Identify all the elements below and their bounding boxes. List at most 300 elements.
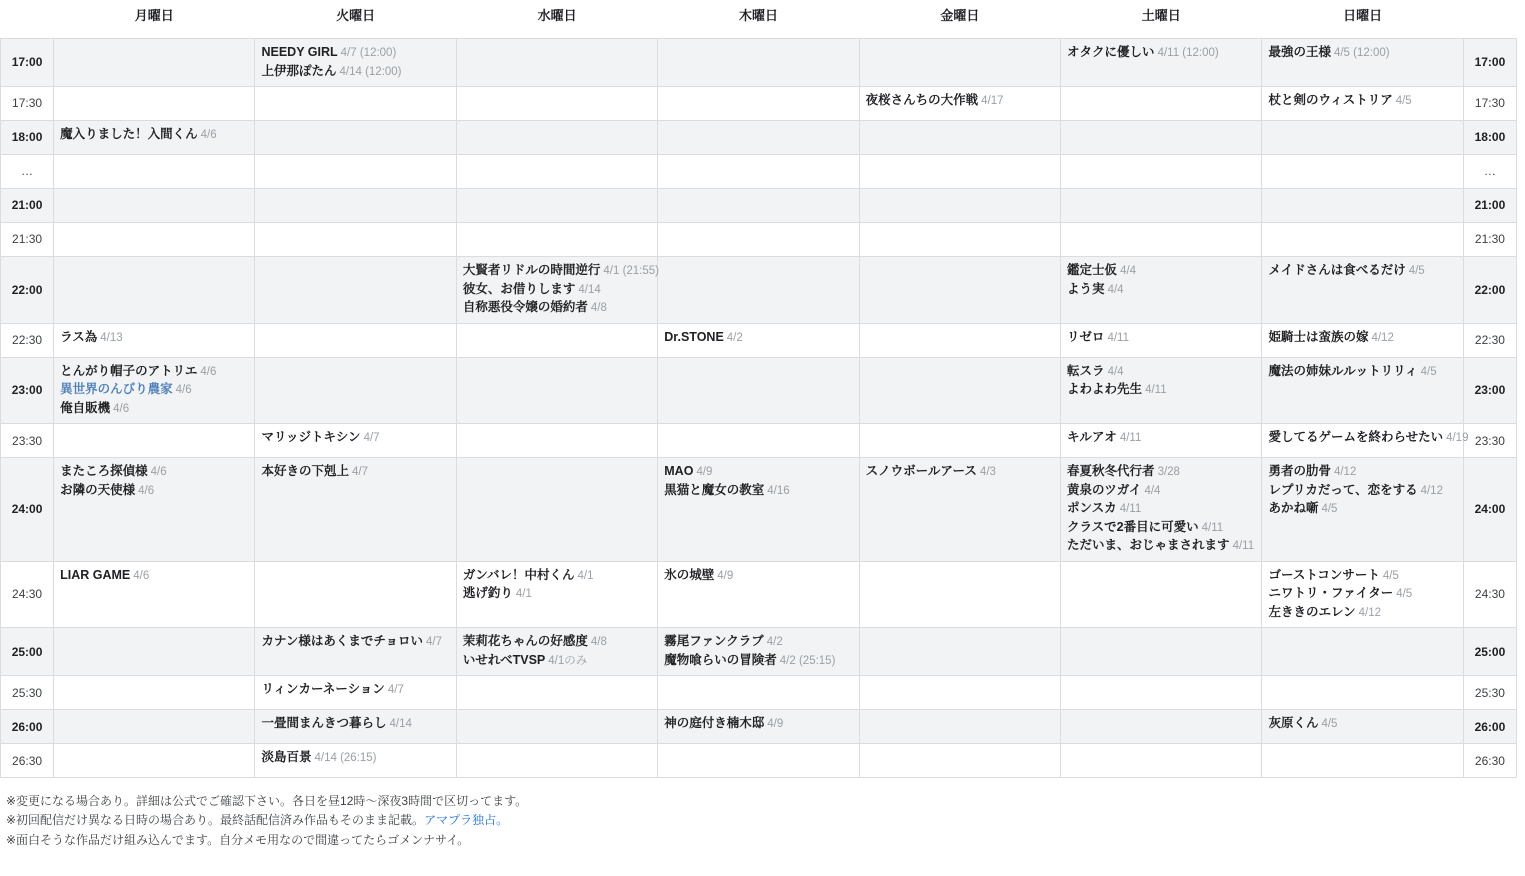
show-entry[interactable]	[1268, 482, 1456, 500]
show-title: クラスで2番目に可愛い	[1067, 519, 1199, 534]
schedule-cell	[859, 189, 1060, 223]
schedule-cell	[1262, 676, 1463, 710]
footnote-line-1: ※変更になる場合あり。詳細は公式でご確認下さい。各日を昼12時〜深夜3時間で区切ってます。	[6, 794, 528, 809]
schedule-cell	[1262, 39, 1463, 87]
schedule-cell	[255, 676, 456, 710]
header-day-wednesday: 水曜日	[456, 0, 657, 39]
time-label-left: 18:00	[1, 121, 54, 155]
schedule-cell	[255, 223, 456, 257]
show-title: 春夏秋冬代行者	[1067, 464, 1155, 479]
schedule-cell	[456, 424, 657, 458]
schedule-cell	[255, 155, 456, 189]
schedule-cell	[658, 710, 859, 744]
show-date: 4/6	[138, 484, 155, 497]
show-date: 4/14 (26:15)	[314, 752, 377, 765]
show-date: 4/9	[696, 466, 713, 479]
show-entry[interactable]	[1067, 44, 1255, 62]
schedule-row	[1, 357, 1517, 424]
show-entry[interactable]	[664, 652, 852, 670]
schedule-cell	[54, 189, 255, 223]
time-label-left: 21:30	[1, 223, 54, 257]
show-date: 4/1のみ	[548, 654, 588, 667]
show-entry[interactable]	[463, 585, 651, 603]
schedule-cell	[456, 39, 657, 87]
header-row	[1, 0, 1517, 39]
show-date: 4/2	[726, 331, 743, 344]
show-date: 4/5	[1382, 569, 1399, 582]
show-title: 一畳間まんきつ暮らし	[261, 716, 387, 731]
schedule-cell	[1262, 561, 1463, 628]
show-title: 本好きの下剋上	[261, 464, 349, 479]
schedule-row	[1, 676, 1517, 710]
footnotes	[6, 792, 1525, 850]
schedule-cell	[1061, 87, 1262, 121]
header-day-saturday: 土曜日	[1061, 0, 1262, 39]
show-entry[interactable]	[866, 463, 1054, 481]
show-entry[interactable]	[60, 482, 248, 500]
show-title: 逃げ釣り	[462, 586, 513, 601]
schedule-cell	[255, 561, 456, 628]
schedule-cell	[1061, 39, 1262, 87]
show-title: オタクに優しい	[1067, 45, 1155, 59]
show-title: 灰原くん	[1268, 716, 1319, 731]
show-entry[interactable]	[1067, 519, 1255, 537]
show-date: 4/6	[200, 365, 217, 378]
schedule-cell	[658, 121, 859, 155]
show-date: 4/7	[387, 684, 404, 697]
show-title: 姫騎士は蛮族の嫁	[1268, 329, 1369, 344]
time-label-right: 26:30	[1463, 744, 1516, 778]
schedule-cell	[859, 155, 1060, 189]
schedule-cell	[456, 223, 657, 257]
show-title: 黒猫と魔女の教室	[664, 482, 765, 497]
schedule-cell	[1061, 676, 1262, 710]
schedule-cell	[1061, 458, 1262, 562]
show-entry[interactable]	[1067, 500, 1255, 518]
show-date: 4/5	[1408, 265, 1425, 278]
show-title: スノウボールアース	[865, 464, 977, 479]
show-title: 転スラ	[1067, 363, 1105, 378]
show-title: とんがり帽子のアトリエ	[60, 363, 198, 378]
table-header	[1, 0, 1517, 39]
schedule-row	[1, 561, 1517, 628]
show-date: 4/12	[1420, 484, 1443, 497]
show-entry[interactable]	[1067, 262, 1255, 280]
schedule-cell	[255, 39, 456, 87]
schedule-cell	[255, 257, 456, 324]
show-entry[interactable]	[1067, 381, 1255, 399]
show-entry[interactable]	[463, 652, 651, 670]
show-title: 茉莉花ちゃんの好感度	[462, 634, 588, 649]
show-entry[interactable]	[1067, 537, 1255, 555]
schedule-cell	[1061, 561, 1262, 628]
show-title: 杖と剣のウィストリア	[1268, 93, 1393, 108]
schedule-cell	[658, 744, 859, 778]
time-label-right: 23:00	[1463, 357, 1516, 424]
show-title: ラス為	[60, 329, 98, 344]
show-entry[interactable]	[664, 482, 852, 500]
time-label-left: 23:00	[1, 357, 54, 424]
show-date: 4/11 (12:00)	[1157, 47, 1219, 59]
show-title: 最強の王様	[1268, 45, 1331, 59]
schedule-row	[1, 189, 1517, 223]
show-title: お隣の天使様	[60, 482, 136, 497]
show-entry[interactable]	[664, 633, 852, 651]
schedule-cell	[859, 39, 1060, 87]
schedule-cell	[255, 744, 456, 778]
show-date: 4/16	[767, 484, 790, 497]
time-label-left: 23:30	[1, 424, 54, 458]
schedule-cell	[54, 121, 255, 155]
schedule-cell	[859, 424, 1060, 458]
show-entry[interactable]	[60, 463, 248, 481]
schedule-cell	[1061, 357, 1262, 424]
show-title: あかね噺	[1268, 501, 1319, 516]
time-label-right: 17:00	[1463, 39, 1516, 87]
schedule-cell	[255, 87, 456, 121]
show-title: 魔入りました！入間くん	[60, 127, 198, 142]
show-title: キルアオ	[1067, 430, 1117, 445]
show-entry[interactable]	[1067, 482, 1255, 500]
schedule-cell	[54, 257, 255, 324]
show-entry[interactable]	[60, 363, 248, 381]
schedule-cell	[859, 676, 1060, 710]
show-title: ただいま、おじゃまされます	[1067, 538, 1230, 553]
show-title: よう実	[1067, 281, 1105, 296]
show-date: 4/6	[175, 384, 192, 397]
amazon-prime-exclusive-link[interactable]: アマプラ独占。	[424, 813, 509, 828]
header-day-monday: 月曜日	[54, 0, 255, 39]
show-date: 3/28	[1157, 466, 1180, 479]
show-title: 自称悪役令嬢の婚約者	[462, 300, 588, 315]
show-date: 4/11	[1232, 540, 1255, 553]
schedule-cell	[456, 628, 657, 676]
schedule-cell	[658, 458, 859, 562]
show-entry[interactable]	[1268, 500, 1456, 518]
show-entry[interactable]	[60, 381, 248, 399]
show-title: ポンスカ	[1067, 501, 1117, 516]
show-entry[interactable]	[463, 299, 651, 317]
show-title: 氷の城壁	[664, 567, 715, 582]
schedule-cell	[1262, 155, 1463, 189]
show-date: 4/14	[578, 283, 601, 296]
schedule-cell	[54, 561, 255, 628]
schedule-cell	[1262, 744, 1463, 778]
show-entry[interactable]	[1268, 567, 1456, 585]
schedule-cell	[456, 257, 660, 324]
show-entry[interactable]	[866, 92, 1054, 110]
schedule-cell	[859, 121, 1060, 155]
schedule-row	[1, 39, 1517, 87]
schedule-cell	[1262, 424, 1469, 458]
show-date: 4/5	[1396, 588, 1413, 601]
show-entry[interactable]	[261, 63, 449, 81]
schedule-cell	[255, 458, 456, 562]
schedule-cell	[456, 87, 657, 121]
schedule-row	[1, 121, 1517, 155]
schedule-cell	[1262, 710, 1463, 744]
show-entry[interactable]	[1067, 463, 1255, 481]
schedule-cell	[658, 424, 859, 458]
schedule-cell	[658, 323, 859, 357]
schedule-cell	[1061, 257, 1262, 324]
schedule-row	[1, 744, 1517, 778]
time-label-left: 26:30	[1, 744, 54, 778]
show-title: 神の庭付き楠木邸	[664, 716, 765, 731]
schedule-cell	[255, 323, 456, 357]
show-entry[interactable]	[462, 262, 660, 280]
schedule-cell	[859, 710, 1060, 744]
show-date: 4/11	[1145, 384, 1167, 397]
show-entry[interactable]	[1268, 715, 1456, 733]
schedule-cell	[859, 223, 1060, 257]
time-label-left: 24:00	[1, 458, 54, 562]
schedule-cell	[658, 628, 859, 676]
schedule-cell	[1061, 628, 1262, 676]
show-date: 4/1	[577, 569, 594, 582]
show-entry[interactable]	[664, 329, 852, 347]
show-date: 4/5	[1395, 95, 1412, 108]
schedule-row	[1, 710, 1517, 744]
show-title: 魔法の姉妹ルルットリリィ	[1268, 363, 1418, 378]
schedule-cell	[54, 323, 255, 357]
schedule-cell	[54, 458, 255, 562]
show-date: 4/12	[1333, 466, 1357, 479]
show-entry[interactable]	[261, 429, 449, 447]
show-title: カナン様はあくまでチョロい	[261, 634, 423, 649]
schedule-cell	[456, 744, 657, 778]
show-date: 4/4	[1120, 265, 1137, 278]
show-entry[interactable]	[664, 463, 852, 481]
schedule-cell	[658, 676, 859, 710]
show-entry[interactable]	[60, 400, 248, 418]
show-title: リィンカーネーション	[261, 682, 385, 697]
schedule-cell	[456, 357, 657, 424]
schedule-cell	[1061, 155, 1262, 189]
show-entry[interactable]	[1268, 363, 1456, 381]
table-body	[1, 39, 1517, 778]
show-date: 4/12	[1358, 606, 1382, 619]
show-date: 4/7 (12:00)	[340, 47, 397, 59]
show-date: 4/4	[1107, 365, 1124, 378]
schedule-row	[1, 458, 1517, 562]
schedule-cell	[658, 155, 859, 189]
time-label-right: 24:00	[1463, 458, 1516, 562]
show-title: 勇者の肋骨	[1268, 464, 1331, 479]
schedule-cell	[54, 87, 255, 121]
schedule-cell	[456, 561, 657, 628]
show-entry[interactable]	[1268, 329, 1456, 347]
schedule-cell	[1262, 628, 1463, 676]
schedule-cell	[255, 424, 456, 458]
show-entry[interactable]	[664, 567, 852, 585]
show-entry[interactable]	[261, 715, 449, 733]
footnote-line-3: ※面白そうな作品だけ組み込んでます。自分メモ用なので間違ってたらゴメンナサイ。	[6, 832, 470, 847]
schedule-cell	[255, 710, 456, 744]
show-title: 愛してるゲームを終わらせたい	[1268, 430, 1444, 445]
show-title: メイドさんは食べるだけ	[1268, 263, 1406, 278]
schedule-cell	[456, 121, 657, 155]
show-date: 4/1	[515, 588, 532, 601]
schedule-cell	[456, 189, 657, 223]
show-title: 大賢者リドルの時間逆行	[462, 263, 601, 278]
show-entry[interactable]	[261, 44, 449, 62]
schedule-row	[1, 87, 1517, 121]
show-date: 4/8	[590, 302, 607, 315]
schedule-cell	[859, 357, 1060, 424]
show-entry[interactable]	[1067, 363, 1255, 381]
schedule-cell	[859, 87, 1060, 121]
schedule-cell	[456, 710, 657, 744]
schedule-cell	[1061, 710, 1262, 744]
show-date: 4/5	[1321, 718, 1338, 731]
show-entry[interactable]	[1268, 262, 1456, 280]
show-date: 4/4	[1107, 283, 1124, 296]
time-label-left: 17:30	[1, 87, 54, 121]
show-entry[interactable]	[1268, 429, 1469, 447]
show-title: 夜桜さんちの大作戦	[865, 93, 979, 108]
schedule-row	[1, 155, 1517, 189]
schedule-cell	[54, 628, 255, 676]
show-entry[interactable]	[463, 567, 651, 585]
header-day-thursday: 木曜日	[658, 0, 859, 39]
show-date: 4/12	[1371, 331, 1394, 344]
show-title: ニワトリ・ファイター	[1268, 586, 1394, 601]
show-title: 魔物喰らいの冒険者	[664, 652, 777, 667]
header-corner-left	[1, 0, 54, 39]
show-entry[interactable]	[1067, 281, 1255, 299]
show-date: 4/1 (21:55)	[603, 265, 660, 278]
schedule-cell	[859, 323, 1060, 357]
show-date: 4/2	[766, 636, 783, 649]
time-label-left: 17:00	[1, 39, 54, 87]
schedule-cell	[54, 223, 255, 257]
show-entry[interactable]	[60, 567, 248, 585]
show-entry[interactable]	[1067, 329, 1255, 347]
schedule-cell	[54, 676, 255, 710]
show-entry[interactable]	[463, 281, 651, 299]
schedule-cell	[658, 87, 859, 121]
schedule-cell	[1262, 223, 1463, 257]
show-date: 4/7	[426, 636, 442, 649]
schedule-cell	[54, 424, 255, 458]
show-date: 4/11	[1119, 503, 1142, 516]
header-day-tuesday: 火曜日	[255, 0, 456, 39]
schedule-cell	[1262, 458, 1463, 562]
show-date: 4/9	[767, 718, 784, 731]
schedule-row	[1, 628, 1517, 676]
show-entry[interactable]	[664, 715, 852, 733]
show-title: ゴーストコンサート	[1268, 567, 1380, 582]
schedule-cell	[54, 744, 255, 778]
header-day-sunday: 日曜日	[1262, 0, 1463, 39]
time-label-left: 24:30	[1, 561, 54, 628]
show-date: 4/7	[352, 466, 368, 479]
schedule-cell	[54, 710, 255, 744]
schedule-cell	[456, 155, 657, 189]
show-date: 4/2 (25:15)	[779, 654, 836, 667]
schedule-cell	[1262, 257, 1463, 324]
time-label-right: 22:00	[1463, 257, 1516, 324]
time-label-right: 24:30	[1463, 561, 1516, 628]
show-date: 4/4	[1144, 484, 1161, 497]
time-label-right: 25:00	[1463, 628, 1516, 676]
show-title: Dr.STONE	[664, 329, 724, 344]
time-label-left: 26:00	[1, 710, 54, 744]
time-label-right: 17:30	[1463, 87, 1516, 121]
show-date: 4/14	[389, 718, 412, 731]
show-title: またころ探偵様	[60, 464, 148, 479]
schedule-cell	[1061, 323, 1262, 357]
schedule-cell	[1061, 121, 1262, 155]
show-date: 4/5	[1420, 365, 1437, 378]
schedule-cell	[859, 561, 1060, 628]
show-title: マリッジトキシン	[261, 430, 361, 445]
show-entry[interactable]	[261, 463, 449, 481]
show-entry[interactable]	[463, 633, 651, 651]
show-entry[interactable]	[60, 126, 248, 144]
show-date: 4/6	[200, 129, 217, 142]
show-entry[interactable]	[261, 681, 449, 699]
schedule-cell	[658, 223, 859, 257]
schedule-cell	[859, 257, 1060, 324]
show-entry[interactable]	[60, 329, 248, 347]
schedule-cell	[859, 458, 1060, 562]
show-title: MAO	[664, 464, 694, 479]
schedule-cell	[255, 628, 456, 676]
schedule-cell	[1262, 323, 1463, 357]
show-entry[interactable]	[261, 633, 449, 651]
schedule-cell	[1061, 189, 1262, 223]
show-entry[interactable]	[1268, 463, 1456, 481]
time-label-left: 21:00	[1, 189, 54, 223]
schedule-cell	[658, 357, 859, 424]
show-date: 4/5 (12:00)	[1333, 47, 1390, 59]
schedule-cell	[1061, 744, 1262, 778]
schedule-cell	[658, 189, 859, 223]
show-title: 彼女、お借りします	[462, 281, 576, 296]
show-date: 4/6	[133, 569, 150, 582]
schedule-cell	[1061, 223, 1262, 257]
show-entry[interactable]	[261, 749, 449, 767]
schedule-cell	[1061, 424, 1262, 458]
show-date: 4/14 (12:00)	[339, 65, 402, 78]
show-entry[interactable]	[1268, 585, 1456, 603]
show-entry[interactable]	[1268, 92, 1456, 110]
schedule-cell	[658, 257, 859, 324]
schedule-cell	[859, 744, 1060, 778]
show-date: 4/6	[113, 402, 130, 415]
schedule-cell	[456, 323, 657, 357]
show-title: 俺自販機	[60, 400, 111, 415]
show-entry[interactable]	[1067, 429, 1255, 447]
show-title: LIAR GAME	[60, 567, 131, 582]
show-date: 4/11	[1201, 521, 1224, 534]
time-label-right: 18:00	[1463, 121, 1516, 155]
time-label-left: 22:30	[1, 323, 54, 357]
time-label-left: 25:30	[1, 676, 54, 710]
time-label-left: 22:00	[1, 257, 54, 324]
show-date: 4/11	[1107, 331, 1129, 344]
show-entry[interactable]	[1268, 604, 1456, 622]
schedule-row	[1, 424, 1517, 458]
show-title: 鑑定士仮	[1067, 263, 1118, 278]
header-day-friday: 金曜日	[859, 0, 1060, 39]
schedule-row	[1, 323, 1517, 357]
schedule-cell	[255, 357, 456, 424]
time-label-right: 23:30	[1463, 424, 1516, 458]
show-entry[interactable]	[1268, 44, 1456, 62]
